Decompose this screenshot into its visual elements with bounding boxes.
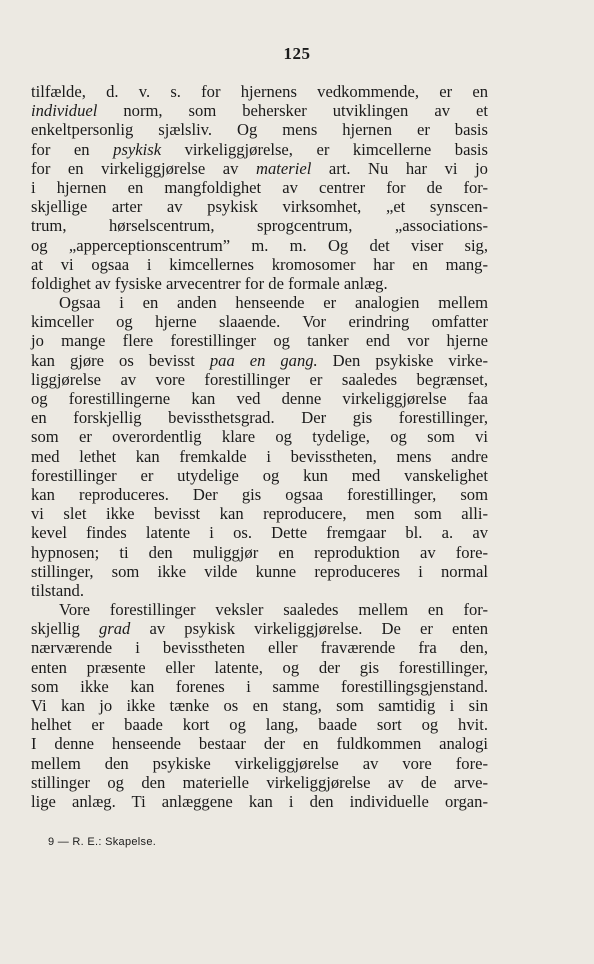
text-line: at vi ogsaa i kimcellernes kromosomer har en mang- (31, 254, 488, 274)
text-segment: for en virkeliggjørelse av (31, 158, 256, 178)
italic-text: paa en gang. (209, 350, 318, 370)
text-line: forestillinger er utydelige og kun med vanskelighet (31, 465, 488, 485)
text-line (31, 140, 488, 159)
text-line: foldighet av fysiske arvecentrer for de formale anlæg. (31, 273, 388, 293)
text-line: mellem den psykiske virkeliggjørelse av vore fore- (31, 753, 488, 773)
text-line: kevel findes latente i os. Dette fremgaar bl. a. av (31, 523, 488, 543)
text-line (31, 159, 488, 178)
text-line: som er overordentlig klare og tydelige, og som vi (31, 427, 488, 447)
text-line: enten præsente eller latente, og der gis forestillinger, (31, 657, 488, 677)
text-line: Vore forestillinger veksler saaledes mellem en for- (59, 600, 488, 620)
body-text (31, 82, 488, 811)
text-line: i hjernen en mangfoldighet av centrer for de for- (31, 177, 488, 197)
text-segment: art. Nu har vi jo (311, 158, 488, 178)
text-line: og „apperceptionscentrum” m. m. Og det viser sig, (31, 235, 488, 255)
text-line: vi slet ikke bevisst kan reproducere, men som alli- (31, 504, 488, 524)
text-line: tilfælde, d. v. s. for hjernens vedkommende, er en (31, 82, 488, 101)
text-line: en forskjellig bevissthetsgrad. Der gis forestillinger, (31, 408, 488, 428)
text-segment: kan gjøre os bevisst (31, 350, 210, 370)
text-line: I denne henseende bestaar der en fuldkommen analogi (31, 734, 488, 754)
text-line: enkeltpersonlig sjælsliv. Og mens hjernen er basis (31, 120, 488, 140)
text-line: jo mange flere forestillinger og tanker end vor hjerne (31, 331, 488, 351)
text-segment: av psykisk virkeliggjørelse. De er enten (130, 619, 488, 639)
text-line: kan reproduceres. Der gis ogsaa forestillinger, som (31, 484, 488, 504)
text-line (31, 351, 488, 370)
text-line: stillinger, som ikke vilde kunne reproduceres i normal (31, 561, 488, 581)
text-line: helhet er baade kort og lang, baade sort og hvit. (31, 715, 488, 735)
page-number: 125 (283, 44, 311, 63)
text-segment: skjellig (31, 619, 99, 639)
text-line: nærværende i bevisstheten eller fraværende fra den, (31, 638, 488, 658)
italic-text: grad (99, 619, 131, 639)
text-segment: norm, som behersker utviklingen av et (97, 101, 488, 121)
text-line: Vi kan jo ikke tænke os en stang, som samtidig i sin (31, 696, 488, 715)
signature-mark: 9 — R. E.: Skapelse. (48, 836, 157, 848)
text-line: skjellige arter av psykisk virksomhet, „et synscen- (31, 197, 488, 217)
text-line: liggjørelse av vore forestillinger er saaledes begrænset, (31, 369, 488, 389)
text-line: Ogsaa i en anden henseende er analogien mellem (59, 293, 488, 313)
text-line: kimceller og hjerne slaaende. Vor erindring omfatter (31, 312, 488, 332)
text-line (31, 619, 488, 638)
text-segment: Den psykiske virke- (317, 350, 488, 370)
text-line: tilstand. (31, 580, 85, 600)
text-line: og forestillingerne kan ved denne virkeliggjørelse faa (31, 389, 488, 408)
text-line: lige anlæg. Ti anlæggene kan i den individuelle organ- (31, 791, 488, 811)
italic-text: materiel (256, 158, 312, 178)
text-segment: for en (31, 139, 114, 159)
text-line (31, 101, 488, 120)
italic-text: psykisk (113, 139, 162, 159)
text-line: trum, hørselscentrum, sprogcentrum, „associations- (31, 216, 488, 236)
text-line: hypnosen; ti den muliggjør en reproduktion av fore- (31, 542, 488, 562)
text-line: med lethet kan fremkalde i bevisstheten, mens andre (31, 446, 488, 466)
italic-text: individuel (31, 101, 98, 121)
text-line: stillinger og den materielle virkeliggjørelse av de arve- (31, 772, 488, 792)
text-segment: virkeliggjørelse, er kimcellerne basis (161, 139, 488, 159)
text-line: som ikke kan forenes i samme forestillingsgjenstand. (31, 676, 488, 696)
